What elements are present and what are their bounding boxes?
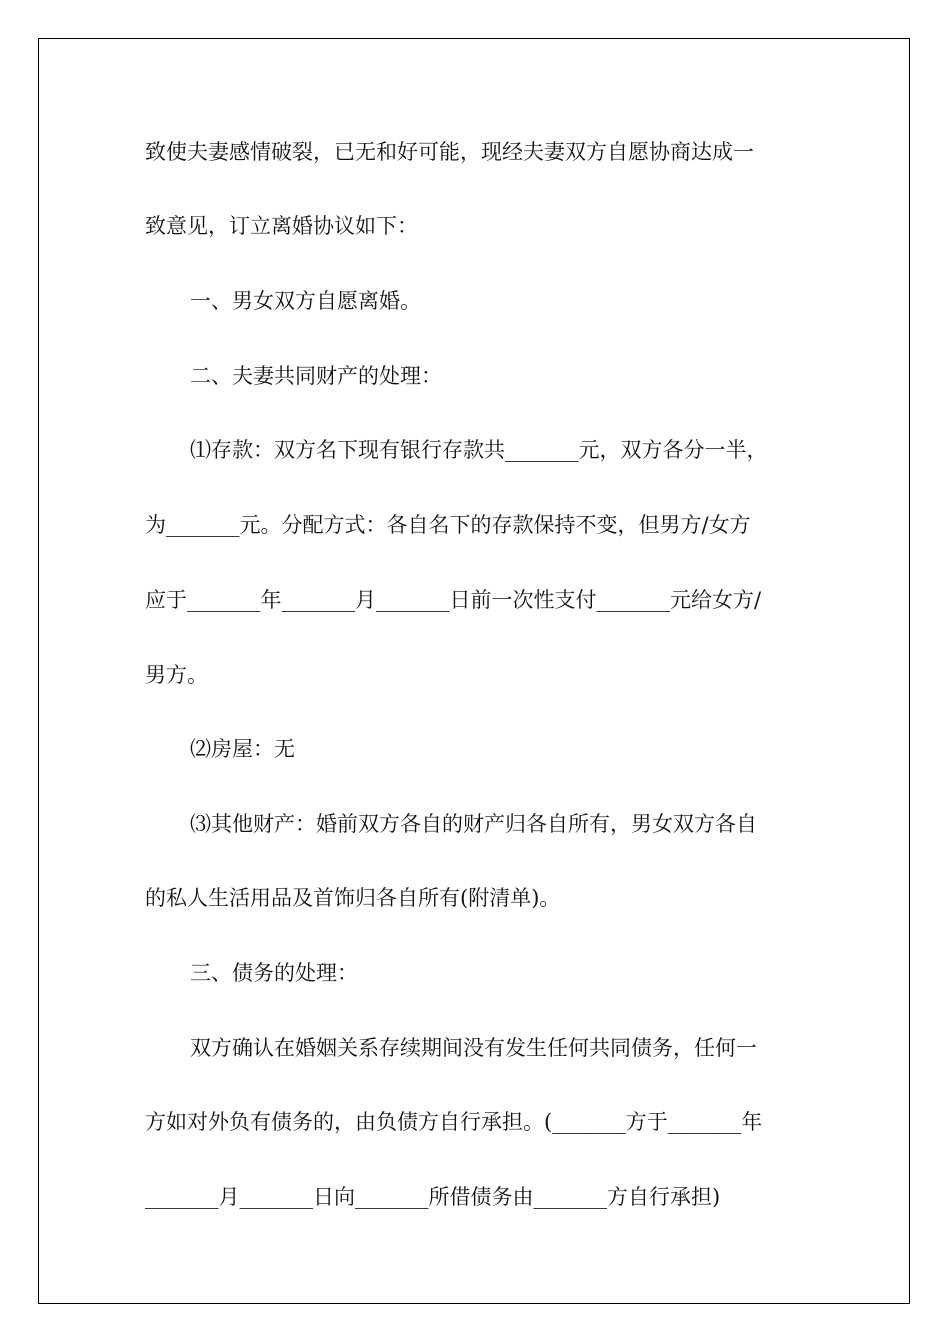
clause-debts-line-3: _______月_______日向_______所借债务由_______方自行承担) (145, 1185, 721, 1209)
clause-other-property-line-2: 的私人生活用品及首饰归各自所有(附清单)。 (145, 886, 561, 910)
clause-savings-line-3: 应于_______年_______月_______日前一次性支付_______元给女方/ (145, 588, 762, 612)
clause-debts-line-2: 方如对外负有债务的，由负债方自行承担。(_______方于_______年 (145, 1110, 763, 1134)
clause-house: ⑵房屋：无 (190, 737, 295, 761)
section-heading-property: 二、夫妻共同财产的处理： (190, 364, 442, 388)
clause-savings-line-4: 男方。 (145, 663, 208, 687)
paragraph-line-intro-1: 致使夫妻感情破裂，已无和好可能，现经夫妻双方自愿协商达成一 (145, 140, 754, 164)
clause-other-property-line-1: ⑶其他财产：婚前双方各自的财产归各自所有，男女双方各自 (190, 812, 757, 836)
clause-debts-line-1: 双方确认在婚姻关系存续期间没有发生任何共同债务，任何一 (190, 1036, 757, 1060)
clause-savings-line-2: 为_______元。分配方式：各自名下的存款保持不变，但男方/女方 (145, 513, 751, 537)
section-heading-debts: 三、债务的处理： (190, 961, 358, 985)
section-heading-divorce: 一、男女双方自愿离婚。 (190, 289, 421, 313)
clause-savings-line-1: ⑴存款：双方名下现有银行存款共_______元，双方各分一半， (190, 438, 768, 462)
paragraph-line-intro-2: 致意见，订立离婚协议如下： (145, 214, 418, 238)
